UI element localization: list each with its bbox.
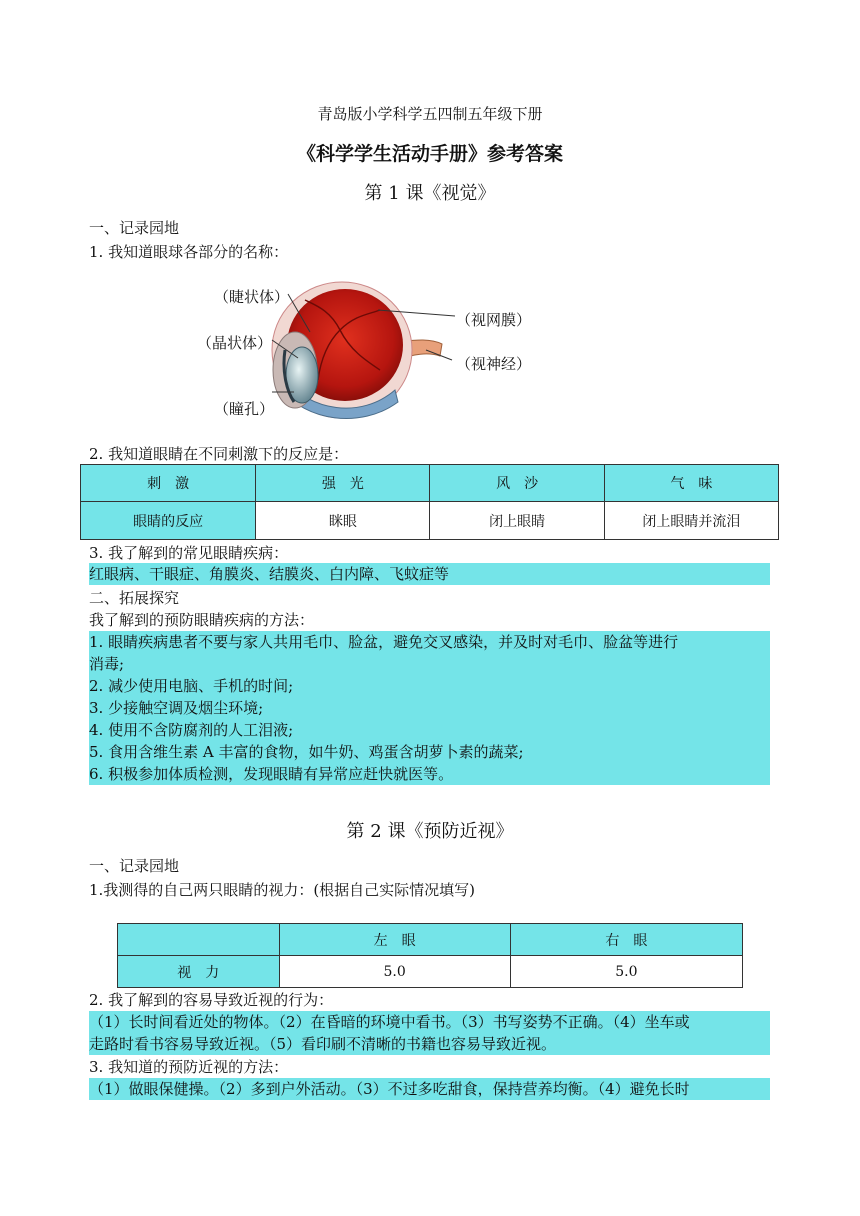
answer-prevention-methods [89,631,770,785]
lesson2-title: 第 2 课《预防近视》 [346,821,514,842]
table-header-cell: 左 眼 [279,924,510,956]
table-cell: 闭上眼睛并流泪 [604,502,778,540]
table-header-cell: 刺 激 [81,465,256,502]
table-header-cell: 风 沙 [430,465,604,502]
answer-line: 4. 使用不含防腐剂的人工泪液; [89,721,294,739]
lesson1-title: 第 1 课《视觉》 [364,183,496,204]
table-cell: 5.0 [510,956,742,988]
answer-myopia-causes [89,1011,770,1055]
answer-line: （1）做眼保健操。（2）多到户外活动。（3）不过多吃甜食，保持营养均衡。（4）避免长时 [89,1080,690,1098]
lesson1-question1: 1. 我知道眼球各部分的名称： [89,243,289,261]
label-ciliary-body: （睫状体） [214,288,290,306]
label-lens: （晶状体） [197,334,273,352]
table-header-cell [118,924,280,956]
table-cell: 眯眼 [256,502,430,540]
answer-line: 2. 减少使用电脑、手机的时间; [89,677,294,695]
answer-line: 消毒; [89,655,125,673]
label-pupil: （瞳孔） [214,400,275,418]
label-retina: （视网膜） [456,311,532,329]
answer-line: 5. 食用含维生素 A 丰富的食物，如牛奶、鸡蛋含胡萝卜素的蔬菜; [89,743,524,761]
stimulus-response-table [80,464,779,540]
lesson2-question3: 3. 我知道的预防近视的方法： [89,1058,289,1076]
table-row [81,465,779,502]
label-optic-nerve: （视神经） [456,355,532,373]
table-header-cell: 右 眼 [510,924,742,956]
table-row [118,956,743,988]
table-cell: 眼睛的反应 [81,502,256,540]
document-subtitle: 青岛版小学科学五四制五年级下册 [317,105,543,123]
answer-line: 走路时看书容易导致近视。（5）看印刷不清晰的书籍也容易导致近视。 [89,1035,557,1053]
answer-line: （1）长时间看近处的物体。（2）在昏暗的环境中看书。（3）书写姿势不正确。（4）坐车或 [89,1013,690,1031]
document-title: 《科学学生活动手册》参考答案 [296,143,563,165]
lesson1-question3: 3. 我了解到的常见眼睛疾病： [89,544,289,562]
answer-line: 6. 积极参加体质检测，发现眼睛有异常应赶快就医等。 [89,765,454,783]
lesson2-question1: 1.我测得的自己两只眼睛的视力：(根据自己实际情况填写) [89,881,476,899]
lesson2-section1-heading: 一、记录园地 [89,857,180,875]
answer-myopia-prevention [89,1078,770,1100]
table-row [81,502,779,540]
table-cell: 视 力 [118,956,280,988]
vision-table [117,923,743,988]
table-cell: 闭上眼睛 [430,502,604,540]
lesson1-section1-heading: 一、记录园地 [89,219,180,237]
answer-line: 红眼病、干眼症、角膜炎、结膜炎、白内障、飞蚊症等 [89,565,450,583]
table-header-cell: 强 光 [256,465,430,502]
lesson1-section2-heading: 二、拓展探究 [89,589,180,607]
table-cell: 5.0 [279,956,510,988]
table-row [118,924,743,956]
lesson1-question2: 2. 我知道眼睛在不同刺激下的反应是： [89,445,349,463]
table-header-cell: 气 味 [604,465,778,502]
lesson1-question4: 我了解到的预防眼睛疾病的方法： [89,611,315,629]
answer-eye-diseases [89,563,770,585]
answer-line: 1. 眼睛疾病患者不要与家人共用毛巾、脸盆，避免交叉感染，并及时对毛巾、脸盆等进行 [89,633,679,651]
answer-line: 3. 少接触空调及烟尘环境; [89,699,264,717]
lesson2-question2: 2. 我了解到的容易导致近视的行为： [89,991,334,1009]
